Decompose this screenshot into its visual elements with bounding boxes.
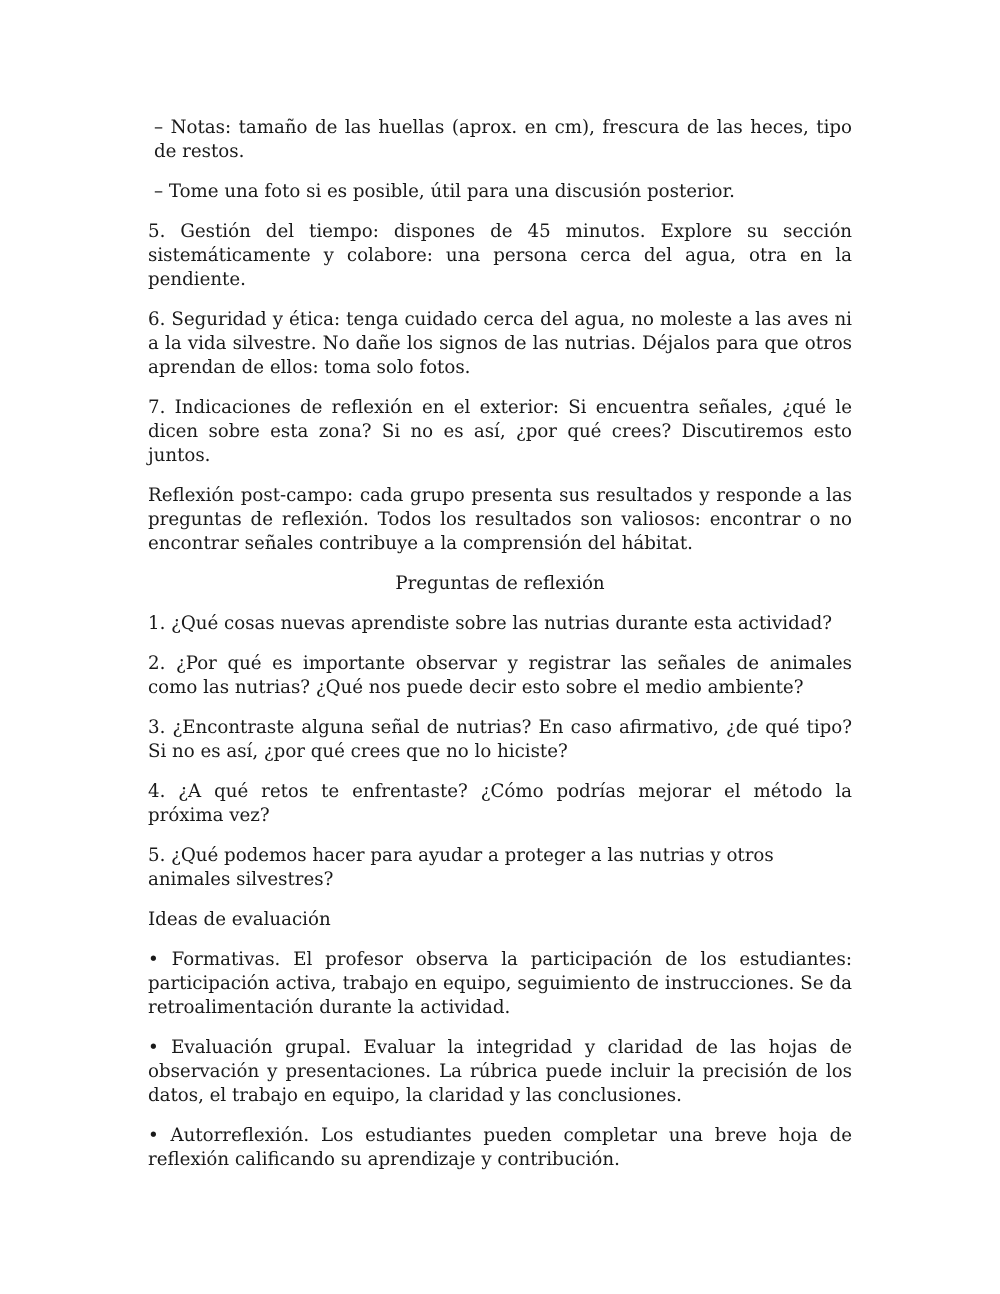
post-field-reflection: Reflexión post-campo: cada grupo presenta sus resultados y responde a las preguntas de reflexión. Todos los resultados son valiosos: encontrar o no encontrar señales contribuye a la comprensión del hábitat. bbox=[148, 485, 852, 554]
question-3: 3. ¿Encontraste alguna señal de nutrias? En caso afirmativo, ¿de qué tipo? Si no es así, ¿por qué crees que no lo hiciste? bbox=[148, 717, 852, 762]
bullet-self-reflection: • Autorreflexión. Los estudiantes pueden completar una breve hoja de reflexión calificando su aprendizaje y contribución. bbox=[148, 1125, 852, 1170]
question-1: 1. ¿Qué cosas nuevas aprendiste sobre las nutrias durante esta actividad? bbox=[148, 613, 832, 634]
question-4: 4. ¿A qué retos te enfrentaste? ¿Cómo podrías mejorar el método la próxima vez? bbox=[148, 781, 852, 826]
section-heading-reflection-questions: Preguntas de reflexión bbox=[395, 573, 605, 594]
step-5-time-management: 5. Gestión del tiempo: dispones de 45 minutos. Explore su sección sistemáticamente y colabore: una persona cerca del agua, otra en la pendiente. bbox=[148, 221, 852, 290]
step-6-safety-ethics: 6. Seguridad y ética: tenga cuidado cerca del agua, no moleste a las aves ni a la vida silvestre. No dañe los signos de las nutrias. Déjalos para que otros aprendan de ellos: toma solo fotos. bbox=[148, 309, 852, 378]
question-5: 5. ¿Qué podemos hacer para ayudar a proteger a las nutrias y otros animales silvestres? bbox=[148, 845, 774, 890]
note-line-measurements: – Notas: tamaño de las huellas (aprox. en cm), frescura de las heces, tipo de restos. bbox=[154, 117, 852, 162]
step-7-reflection-prompts: 7. Indicaciones de reflexión en el exterior: Si encuentra señales, ¿qué le dicen sobre esta zona? Si no es así, ¿por qué crees? Discutiremos esto juntos. bbox=[148, 397, 852, 466]
question-2: 2. ¿Por qué es importante observar y registrar las señales de animales como las nutrias? ¿Qué nos puede decir esto sobre el medio ambiente? bbox=[148, 653, 852, 698]
note-line-photo: – Tome una foto si es posible, útil para una discusión posterior. bbox=[154, 181, 735, 202]
bullet-formative: • Formativas. El profesor observa la participación de los estudiantes: participación activa, trabajo en equipo, seguimiento de instrucciones. Se da retroalimentación durante la actividad. bbox=[148, 949, 852, 1018]
section-heading-evaluation-ideas: Ideas de evaluación bbox=[148, 909, 331, 930]
bullet-group-evaluation: • Evaluación grupal. Evaluar la integridad y claridad de las hojas de observación y presentaciones. La rúbrica puede incluir la precisión de los datos, el trabajo en equipo, la claridad y las conclusiones. bbox=[148, 1037, 852, 1106]
document-page bbox=[148, 116, 852, 1188]
